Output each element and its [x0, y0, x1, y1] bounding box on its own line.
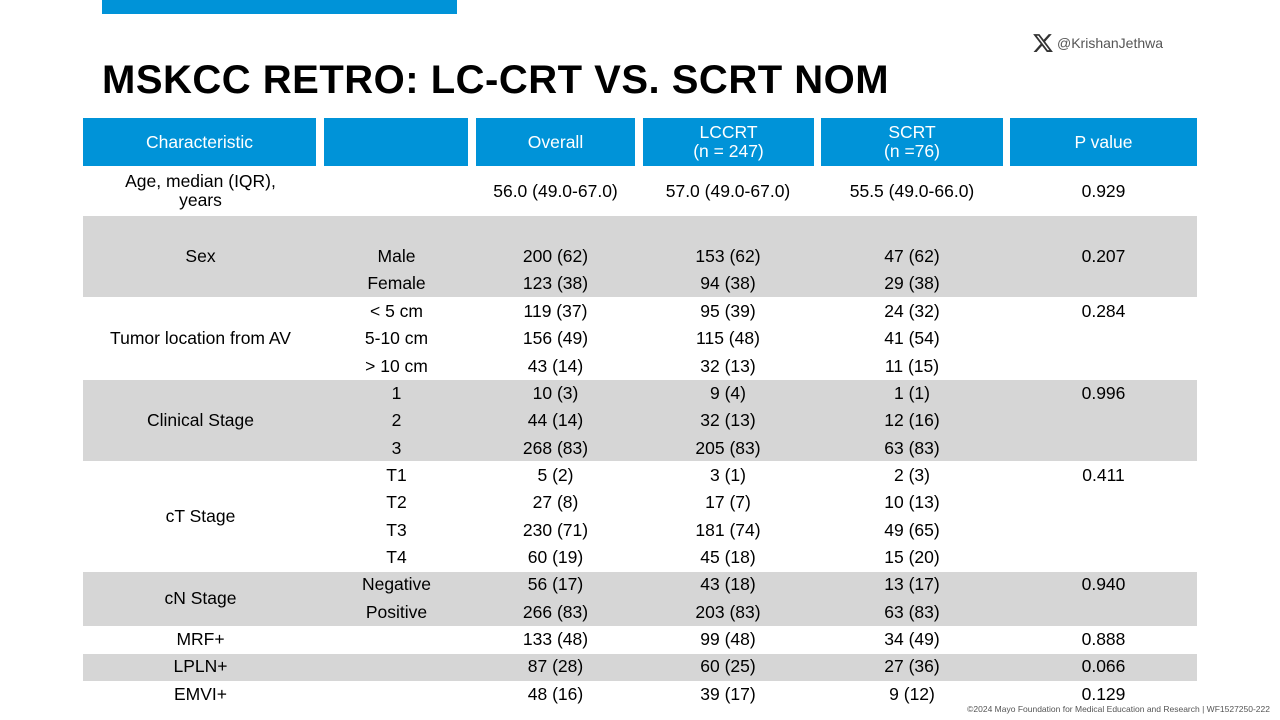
row-sub: T3 — [386, 520, 407, 540]
row-sub: > 10 cm — [365, 356, 428, 376]
page-title: MSKCC RETRO: LC-CRT VS. SCRT NOM — [102, 58, 890, 102]
row-sub: < 5 cm — [369, 301, 423, 321]
row-lccrt: 153 (62) — [695, 246, 761, 266]
p-value-cn-stage: 0.940 — [1081, 574, 1126, 594]
p-value-emvi: 0.129 — [1081, 684, 1126, 704]
row-sub: Female — [367, 273, 426, 293]
row-lccrt: 32 (13) — [700, 356, 756, 376]
header-scrt-line2: (n =76) — [884, 141, 940, 161]
row-lccrt: 43 (18) — [700, 574, 756, 594]
row-scrt: 49 (65) — [884, 520, 940, 540]
copyright-footer: ©2024 Mayo Foundation for Medical Education and Research | WF1527250-222 — [967, 704, 1270, 714]
header-scrt — [821, 118, 1003, 166]
age-scrt: 55.5 (49.0-66.0) — [849, 181, 975, 201]
row-sub: 1 — [391, 383, 402, 403]
group-label-cn-stage: cN Stage — [164, 588, 237, 608]
row-overall: 60 (19) — [527, 547, 584, 567]
row-overall: 133 (48) — [522, 629, 589, 649]
row-lccrt: 32 (13) — [700, 410, 756, 430]
group-label-ct-stage: cT Stage — [165, 506, 236, 526]
row-lccrt: 3 (1) — [710, 465, 746, 485]
header-p-value-text: P value — [1074, 131, 1133, 152]
header-p-value — [1010, 118, 1197, 166]
row-scrt: 29 (38) — [884, 273, 940, 293]
row-overall: 5 (2) — [537, 465, 574, 485]
row-overall: 268 (83) — [522, 438, 589, 458]
p-value-lpln: 0.066 — [1081, 656, 1126, 676]
p-value-mrf: 0.888 — [1081, 629, 1126, 649]
row-lccrt: 203 (83) — [695, 602, 761, 622]
row-sub: Male — [377, 246, 416, 266]
age-label — [83, 172, 318, 210]
age-overall: 56.0 (49.0-67.0) — [493, 181, 618, 201]
row-lccrt: 9 (4) — [710, 383, 746, 403]
row-lccrt: 115 (48) — [696, 328, 760, 348]
row-scrt: 27 (36) — [884, 656, 940, 676]
group-label-emvi: EMVI+ — [173, 684, 227, 704]
row-scrt: 11 (15) — [884, 356, 940, 376]
row-overall: 10 (3) — [532, 383, 579, 403]
header-subcategory — [324, 118, 468, 166]
row-scrt: 10 (13) — [884, 492, 940, 512]
row-overall: 230 (71) — [522, 520, 589, 540]
age-lccrt: 57.0 (49.0-67.0) — [665, 181, 791, 201]
row-sub: T1 — [386, 465, 407, 485]
row-sub: T2 — [386, 492, 407, 512]
row-lccrt: 205 (83) — [695, 438, 761, 458]
row-lccrt: 39 (17) — [700, 684, 756, 704]
group-label-tumor-location: Tumor location from AV — [110, 328, 291, 348]
age-label-line2: years — [179, 190, 222, 210]
social-handle-text: @KrishanJethwa — [1057, 35, 1164, 51]
header-overall-text: Overall — [527, 131, 584, 152]
row-sub: 2 — [391, 410, 402, 430]
row-sub: T4 — [386, 547, 407, 567]
group-label-lpln: LPLN+ — [173, 656, 228, 676]
row-sub: 5-10 cm — [364, 328, 429, 348]
row-lccrt: 45 (18) — [700, 547, 756, 567]
row-lccrt: 94 (38) — [700, 273, 756, 293]
row-scrt: 47 (62) — [884, 246, 940, 266]
header-lccrt — [643, 118, 814, 166]
row-lccrt: 95 (39) — [700, 301, 756, 321]
p-value-sex: 0.207 — [1081, 246, 1126, 266]
row-overall: 123 (38) — [522, 273, 589, 293]
row-sub: Positive — [365, 602, 428, 622]
row-overall: 266 (83) — [522, 602, 589, 622]
row-overall: 56 (17) — [527, 574, 584, 594]
group-label-sex: Sex — [185, 246, 216, 266]
row-overall: 43 (14) — [527, 356, 584, 376]
row-scrt: 41 (54) — [884, 328, 940, 348]
row-scrt: 13 (17) — [884, 574, 940, 594]
age-p-value: 0.929 — [1081, 181, 1126, 201]
header-lccrt-line2: (n = 247) — [693, 141, 764, 161]
header-characteristic-text: Characteristic — [146, 131, 253, 152]
header-overall — [476, 118, 635, 166]
x-logo-icon — [1032, 32, 1054, 54]
row-overall: 48 (16) — [527, 684, 584, 704]
p-value-tumor-location: 0.284 — [1081, 301, 1126, 321]
row-overall: 44 (14) — [527, 410, 584, 430]
header-scrt-line1: SCRT — [888, 122, 936, 142]
row-overall: 156 (49) — [522, 328, 589, 348]
row-overall: 200 (62) — [522, 246, 589, 266]
p-value-ct-stage: 0.411 — [1082, 465, 1125, 485]
row-overall: 27 (8) — [532, 492, 579, 512]
row-scrt: 34 (49) — [884, 629, 940, 649]
row-scrt: 2 (3) — [894, 465, 930, 485]
group-label-mrf: MRF+ — [176, 629, 225, 649]
p-value-clinical-stage: 0.996 — [1081, 383, 1126, 403]
row-overall: 119 (37) — [523, 301, 588, 321]
row-lccrt: 60 (25) — [700, 656, 756, 676]
header-lccrt-line1: LCCRT — [699, 122, 758, 142]
top-accent-bar — [102, 0, 457, 14]
row-scrt: 12 (16) — [884, 410, 940, 430]
row-overall: 87 (28) — [527, 656, 584, 676]
age-label-line1: Age, median (IQR), — [125, 171, 276, 191]
header-characteristic — [83, 118, 316, 166]
row-scrt: 24 (32) — [884, 301, 940, 321]
row-scrt: 63 (83) — [884, 602, 940, 622]
row-lccrt: 99 (48) — [700, 629, 756, 649]
row-sub: 3 — [391, 438, 402, 458]
row-scrt: 1 (1) — [894, 383, 930, 403]
group-label-clinical-stage: Clinical Stage — [147, 410, 254, 430]
social-handle[interactable] — [1032, 30, 1163, 56]
row-scrt: 63 (83) — [884, 438, 940, 458]
row-scrt: 15 (20) — [884, 547, 940, 567]
row-lccrt: 181 (74) — [695, 520, 761, 540]
row-lccrt: 17 (7) — [705, 492, 751, 512]
row-scrt: 9 (12) — [889, 684, 935, 704]
row-sub: Negative — [361, 574, 432, 594]
